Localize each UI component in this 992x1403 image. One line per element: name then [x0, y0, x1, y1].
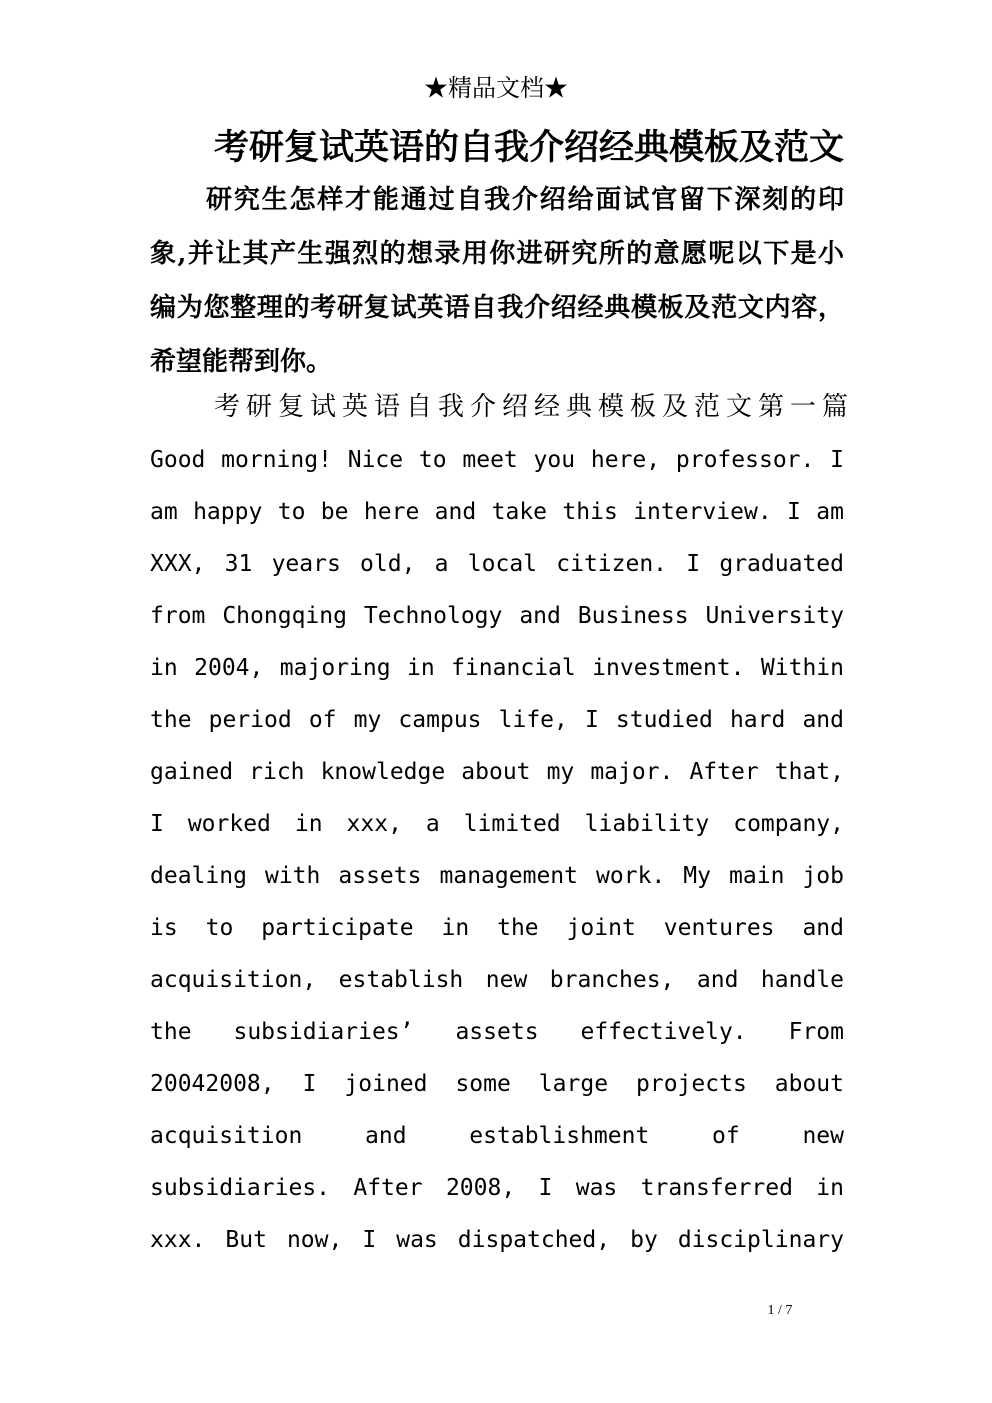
intro-line: 象,并让其产生强烈的想录用你进研究所的意愿呢以下是小 — [150, 239, 844, 269]
body-line: from Chongqing Technology and Business University — [150, 603, 844, 629]
body-line: 20042008, I joined some large projects about — [150, 1071, 844, 1097]
intro-line: 研究生怎样才能通过自我介绍给面试官留下深刻的印 — [206, 185, 844, 215]
english-body-text — [150, 434, 844, 1266]
body-line: subsidiaries. After 2008, I was transferred in — [150, 1175, 844, 1201]
document-title: 考研复试英语的自我介绍经典模板及范文 — [213, 127, 844, 168]
body-line: is to participate in the joint ventures and — [150, 915, 844, 941]
body-line: gained rich knowledge about my major. After that, — [150, 759, 844, 785]
body-line: acquisition, establish new branches, and handle — [150, 967, 844, 993]
body-line: the period of my campus life, I studied hard and — [150, 707, 844, 733]
body-line: am happy to be here and take this interview. I am — [150, 499, 844, 525]
body-line: xxx. But now, I was dispatched, by disciplinary — [150, 1227, 844, 1253]
page-indicator: 1 / 7 — [767, 1303, 793, 1318]
body-line: XXX, 31 years old, a local citizen. I graduated — [150, 551, 844, 577]
intro-line: 希望能帮到你。 — [150, 347, 333, 377]
section-heading: 考研复试英语自我介绍经典模板及范文第一篇 — [214, 392, 855, 422]
intro-paragraph — [150, 173, 844, 389]
body-line: dealing with assets management work. My main job — [150, 863, 844, 889]
body-line: acquisition and establishment of new — [150, 1123, 844, 1149]
body-line: in 2004, majoring in financial investment. Within — [150, 655, 844, 681]
intro-line: 编为您整理的考研复试英语自我介绍经典模板及范文内容， — [150, 293, 844, 323]
body-line: Good morning! Nice to meet you here, professor. I — [150, 447, 844, 473]
body-line: the subsidiaries’ assets effectively. From — [150, 1019, 844, 1045]
document-header-banner: ★精品文档★ — [424, 74, 568, 102]
body-line: I worked in xxx, a limited liability company, — [150, 811, 844, 837]
